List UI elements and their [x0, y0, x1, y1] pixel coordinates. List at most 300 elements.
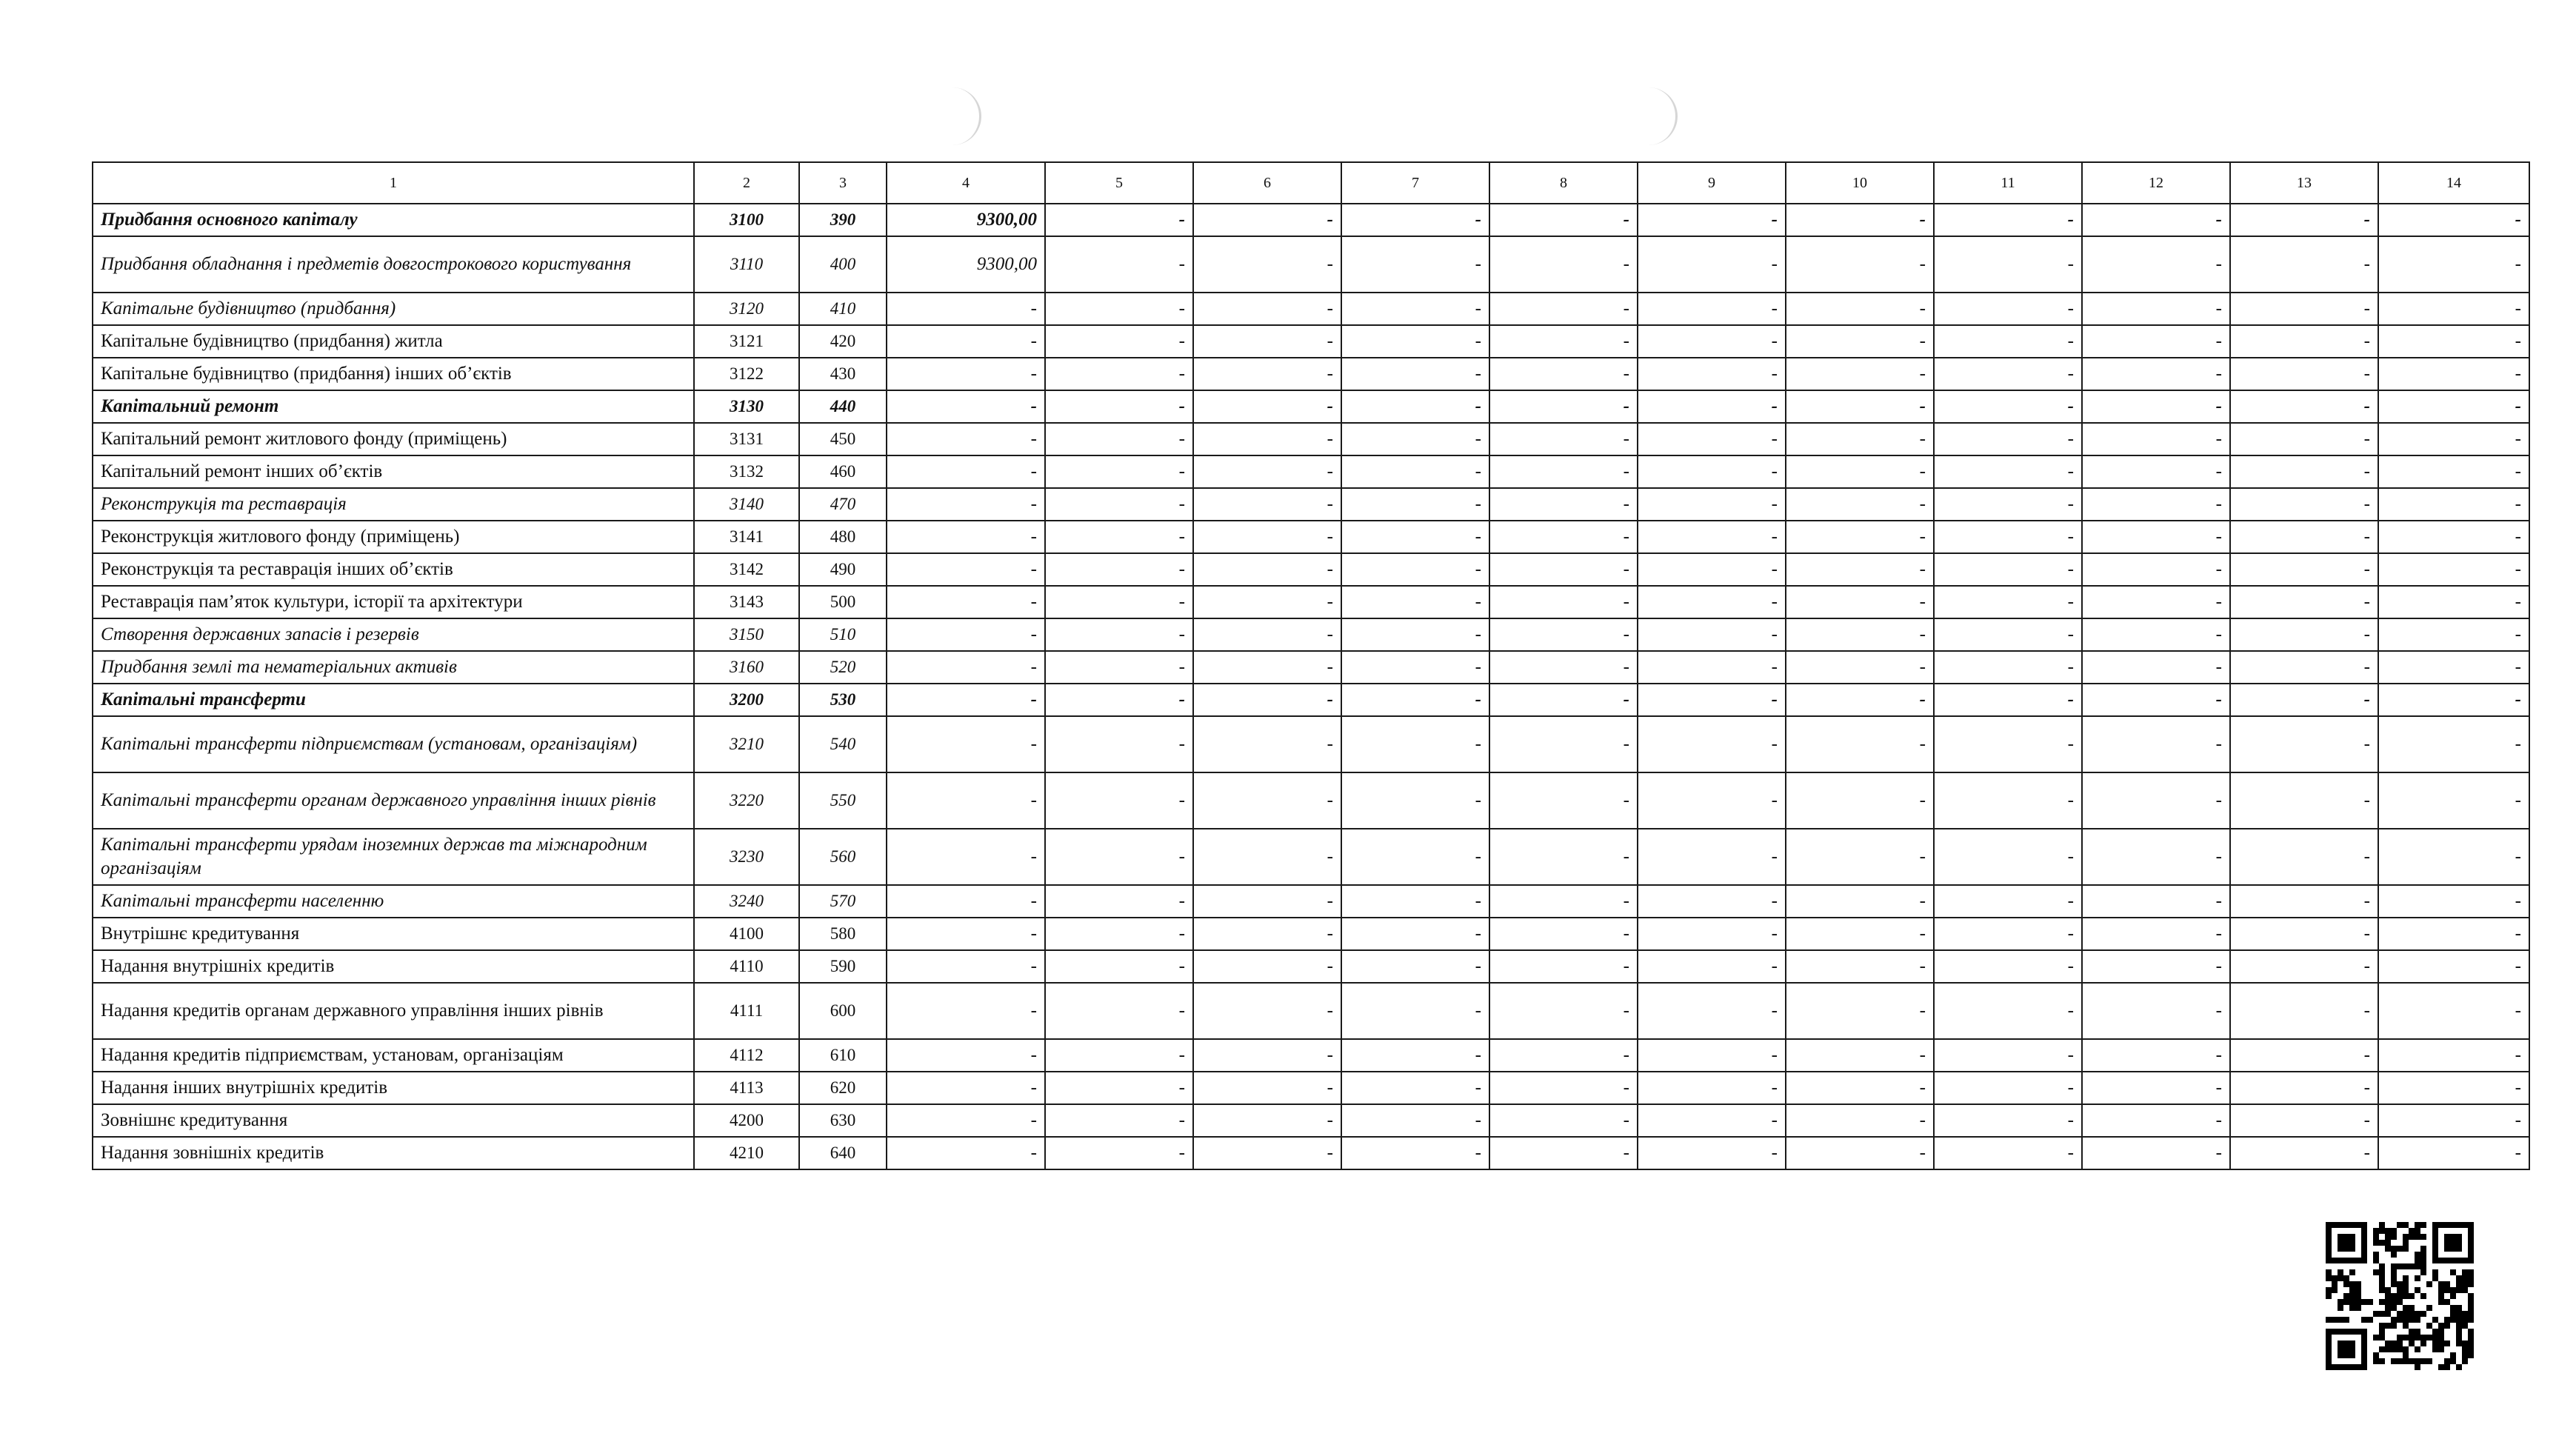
row-code: 3121	[694, 325, 799, 358]
row-name: Реставрація пам’яток культури, історії та архітектури	[93, 586, 694, 618]
row-value-empty: -	[1045, 358, 1193, 390]
row-value-empty: -	[1638, 618, 1786, 651]
row-name: Капітальне будівництво (придбання)	[93, 293, 694, 325]
row-value-empty: -	[2378, 358, 2529, 390]
row-value-empty: -	[2230, 1104, 2378, 1137]
row-value-empty: -	[1045, 684, 1193, 716]
row-value-empty: -	[1638, 553, 1786, 586]
row-value-empty: -	[1934, 390, 2082, 423]
row-value-empty: -	[1786, 325, 1934, 358]
row-value-empty: -	[1638, 455, 1786, 488]
row-value-empty: -	[1489, 1137, 1638, 1169]
row-value-empty: -	[2082, 204, 2230, 236]
row-value-empty: -	[1045, 455, 1193, 488]
row-value-empty: -	[1638, 651, 1786, 684]
row-value-empty: -	[2378, 983, 2529, 1039]
row-value-empty: -	[1341, 204, 1489, 236]
row-value-empty: -	[1193, 651, 1341, 684]
row-code: 4112	[694, 1039, 799, 1072]
row-value-empty: -	[1045, 829, 1193, 885]
column-number-header: 10	[1786, 162, 1934, 204]
row-name: Придбання основного капіталу	[93, 204, 694, 236]
row-line-code: 410	[799, 293, 887, 325]
row-value-empty: -	[1045, 553, 1193, 586]
row-value-empty: -	[1638, 918, 1786, 950]
row-value-empty: -	[1638, 1104, 1786, 1137]
row-value-empty: -	[1193, 358, 1341, 390]
row-value-empty: -	[1638, 521, 1786, 553]
row-value-empty: -	[1489, 390, 1638, 423]
row-value-col4: -	[887, 651, 1045, 684]
row-value-empty: -	[1341, 1072, 1489, 1104]
row-value-empty: -	[2082, 1072, 2230, 1104]
row-value-empty: -	[1045, 1104, 1193, 1137]
row-value-empty: -	[1638, 358, 1786, 390]
row-line-code: 570	[799, 885, 887, 918]
row-name: Придбання обладнання і предметів довгострокового користування	[93, 236, 694, 293]
row-name: Капітальні трансферти	[93, 684, 694, 716]
row-value-empty: -	[1934, 983, 2082, 1039]
row-name: Реконструкція житлового фонду (приміщень)	[93, 521, 694, 553]
row-value-empty: -	[1193, 293, 1341, 325]
row-value-empty: -	[1341, 521, 1489, 553]
row-value-empty: -	[2082, 918, 2230, 950]
row-value-empty: -	[1193, 983, 1341, 1039]
row-value-empty: -	[1786, 772, 1934, 829]
row-value-col4: 9300,00	[887, 204, 1045, 236]
row-value-col4: -	[887, 455, 1045, 488]
row-value-empty: -	[1489, 983, 1638, 1039]
row-value-empty: -	[1193, 918, 1341, 950]
row-value-empty: -	[2082, 1104, 2230, 1137]
column-number-header: 14	[2378, 162, 2529, 204]
table-row	[93, 521, 2529, 553]
row-value-empty: -	[2082, 618, 2230, 651]
row-value-empty: -	[1341, 885, 1489, 918]
row-value-empty: -	[2082, 1137, 2230, 1169]
row-name: Внутрішнє кредитування	[93, 918, 694, 950]
row-name: Надання кредитів підприємствам, установам, організаціям	[93, 1039, 694, 1072]
row-value-empty: -	[1786, 1072, 1934, 1104]
row-value-empty: -	[2230, 236, 2378, 293]
row-value-empty: -	[2230, 684, 2378, 716]
row-value-empty: -	[1638, 390, 1786, 423]
row-value-col4: -	[887, 553, 1045, 586]
row-value-empty: -	[1934, 950, 2082, 983]
row-code: 3230	[694, 829, 799, 885]
row-code: 3131	[694, 423, 799, 455]
row-line-code: 590	[799, 950, 887, 983]
row-value-empty: -	[2082, 950, 2230, 983]
row-line-code: 460	[799, 455, 887, 488]
row-value-col4: -	[887, 586, 1045, 618]
row-value-empty: -	[1193, 586, 1341, 618]
row-value-empty: -	[1341, 293, 1489, 325]
row-value-empty: -	[2378, 829, 2529, 885]
row-code: 4111	[694, 983, 799, 1039]
row-value-empty: -	[2378, 684, 2529, 716]
row-value-empty: -	[1934, 358, 2082, 390]
row-value-empty: -	[1786, 885, 1934, 918]
row-value-empty: -	[1489, 1104, 1638, 1137]
row-value-empty: -	[1934, 918, 2082, 950]
row-value-empty: -	[1786, 651, 1934, 684]
row-code: 3100	[694, 204, 799, 236]
row-code: 3150	[694, 618, 799, 651]
row-line-code: 510	[799, 618, 887, 651]
row-value-empty: -	[1934, 1039, 2082, 1072]
row-value-empty: -	[1341, 829, 1489, 885]
row-value-empty: -	[1786, 293, 1934, 325]
row-value-empty: -	[1193, 1137, 1341, 1169]
column-number-header: 2	[694, 162, 799, 204]
column-number-header: 4	[887, 162, 1045, 204]
row-value-empty: -	[1045, 983, 1193, 1039]
row-value-empty: -	[1489, 772, 1638, 829]
row-value-empty: -	[1489, 293, 1638, 325]
row-line-code: 560	[799, 829, 887, 885]
row-value-col4: -	[887, 390, 1045, 423]
row-value-empty: -	[2378, 390, 2529, 423]
row-name: Надання кредитів органам державного управління інших рівнів	[93, 983, 694, 1039]
row-line-code: 500	[799, 586, 887, 618]
row-value-empty: -	[1786, 618, 1934, 651]
row-code: 3240	[694, 885, 799, 918]
row-value-empty: -	[1638, 423, 1786, 455]
table-row	[93, 772, 2529, 829]
row-code: 3160	[694, 651, 799, 684]
row-value-empty: -	[1934, 684, 2082, 716]
row-value-empty: -	[1934, 618, 2082, 651]
table-row	[93, 236, 2529, 293]
row-value-col4: -	[887, 358, 1045, 390]
row-value-empty: -	[1638, 204, 1786, 236]
row-value-empty: -	[1934, 553, 2082, 586]
row-value-empty: -	[2230, 553, 2378, 586]
table-row	[93, 918, 2529, 950]
row-value-empty: -	[2230, 204, 2378, 236]
row-value-empty: -	[1193, 716, 1341, 772]
row-value-empty: -	[1341, 325, 1489, 358]
row-value-col4: -	[887, 716, 1045, 772]
row-code: 3140	[694, 488, 799, 521]
row-value-empty: -	[1786, 488, 1934, 521]
row-value-empty: -	[1786, 204, 1934, 236]
row-value-empty: -	[1193, 423, 1341, 455]
row-value-empty: -	[1193, 829, 1341, 885]
row-value-empty: -	[1638, 325, 1786, 358]
row-value-empty: -	[1934, 423, 2082, 455]
row-name: Капітальне будівництво (придбання) інших об’єктів	[93, 358, 694, 390]
row-name: Зовнішнє кредитування	[93, 1104, 694, 1137]
row-value-empty: -	[1341, 553, 1489, 586]
row-name: Капітальні трансферти урядам іноземних держав та міжнародним організаціям	[93, 829, 694, 885]
row-value-empty: -	[1786, 521, 1934, 553]
row-value-empty: -	[1045, 488, 1193, 521]
row-value-empty: -	[1193, 553, 1341, 586]
row-value-empty: -	[2082, 772, 2230, 829]
table-row	[93, 885, 2529, 918]
row-value-empty: -	[2082, 684, 2230, 716]
row-code: 4110	[694, 950, 799, 983]
row-value-empty: -	[1489, 521, 1638, 553]
row-value-empty: -	[1638, 684, 1786, 716]
row-value-empty: -	[1934, 293, 2082, 325]
table-row	[93, 455, 2529, 488]
row-line-code: 480	[799, 521, 887, 553]
row-value-empty: -	[1045, 586, 1193, 618]
row-value-empty: -	[1045, 325, 1193, 358]
row-value-empty: -	[1341, 918, 1489, 950]
row-code: 4200	[694, 1104, 799, 1137]
row-value-col4: -	[887, 325, 1045, 358]
row-value-empty: -	[1638, 950, 1786, 983]
row-value-empty: -	[1193, 455, 1341, 488]
row-value-empty: -	[1045, 1137, 1193, 1169]
row-value-empty: -	[1489, 885, 1638, 918]
row-value-empty: -	[1193, 772, 1341, 829]
column-number-header: 11	[1934, 162, 2082, 204]
row-value-empty: -	[1341, 1039, 1489, 1072]
table-row	[93, 204, 2529, 236]
row-value-empty: -	[2082, 716, 2230, 772]
table-row	[93, 358, 2529, 390]
row-value-empty: -	[2378, 204, 2529, 236]
column-number-header: 6	[1193, 162, 1341, 204]
row-value-empty: -	[1489, 918, 1638, 950]
row-name: Надання внутрішніх кредитів	[93, 950, 694, 983]
row-value-col4: -	[887, 1137, 1045, 1169]
row-value-empty: -	[2082, 236, 2230, 293]
row-value-empty: -	[1934, 1137, 2082, 1169]
row-value-empty: -	[1341, 651, 1489, 684]
row-value-empty: -	[1193, 950, 1341, 983]
column-number-header: 5	[1045, 162, 1193, 204]
row-value-empty: -	[1341, 772, 1489, 829]
row-value-empty: -	[1489, 684, 1638, 716]
row-value-empty: -	[1638, 772, 1786, 829]
punch-hole-right	[1646, 87, 1678, 145]
row-value-empty: -	[1045, 204, 1193, 236]
row-value-empty: -	[1341, 983, 1489, 1039]
row-value-empty: -	[1193, 618, 1341, 651]
row-code: 4210	[694, 1137, 799, 1169]
row-value-empty: -	[1489, 829, 1638, 885]
row-value-empty: -	[1786, 918, 1934, 950]
row-value-empty: -	[1341, 1104, 1489, 1137]
row-code: 3210	[694, 716, 799, 772]
row-value-empty: -	[2230, 390, 2378, 423]
row-value-empty: -	[1193, 236, 1341, 293]
row-value-empty: -	[2378, 716, 2529, 772]
row-value-empty: -	[1638, 488, 1786, 521]
row-value-empty: -	[1638, 1072, 1786, 1104]
row-value-empty: -	[2230, 885, 2378, 918]
row-value-empty: -	[1786, 684, 1934, 716]
column-number-header: 7	[1341, 162, 1489, 204]
row-line-code: 550	[799, 772, 887, 829]
row-line-code: 440	[799, 390, 887, 423]
row-value-empty: -	[2082, 325, 2230, 358]
row-value-empty: -	[1193, 488, 1341, 521]
table-row	[93, 553, 2529, 586]
row-code: 3120	[694, 293, 799, 325]
row-value-col4: -	[887, 1039, 1045, 1072]
row-value-empty: -	[1934, 1072, 2082, 1104]
row-value-empty: -	[2378, 1039, 2529, 1072]
row-line-code: 490	[799, 553, 887, 586]
row-value-empty: -	[1045, 293, 1193, 325]
table-row	[93, 1039, 2529, 1072]
row-value-empty: -	[1045, 885, 1193, 918]
row-value-empty: -	[1045, 236, 1193, 293]
row-value-col4: -	[887, 1072, 1045, 1104]
row-value-empty: -	[1045, 390, 1193, 423]
row-value-empty: -	[1045, 521, 1193, 553]
row-value-col4: -	[887, 684, 1045, 716]
row-value-empty: -	[1638, 983, 1786, 1039]
row-value-empty: -	[1341, 455, 1489, 488]
row-line-code: 580	[799, 918, 887, 950]
row-value-empty: -	[2230, 423, 2378, 455]
row-value-empty: -	[2230, 983, 2378, 1039]
row-value-empty: -	[2378, 586, 2529, 618]
row-value-empty: -	[2230, 325, 2378, 358]
row-value-empty: -	[1934, 885, 2082, 918]
row-value-empty: -	[1341, 236, 1489, 293]
row-value-empty: -	[1786, 1104, 1934, 1137]
row-value-empty: -	[1786, 950, 1934, 983]
row-value-empty: -	[2230, 1039, 2378, 1072]
row-value-col4: -	[887, 488, 1045, 521]
row-value-empty: -	[1489, 236, 1638, 293]
row-name: Капітальні трансферти підприємствам (установам, організаціям)	[93, 716, 694, 772]
row-value-empty: -	[1934, 455, 2082, 488]
row-name: Капітальне будівництво (придбання) житла	[93, 325, 694, 358]
row-value-empty: -	[1341, 358, 1489, 390]
row-value-empty: -	[2378, 1137, 2529, 1169]
row-line-code: 600	[799, 983, 887, 1039]
row-value-empty: -	[1786, 716, 1934, 772]
table-row	[93, 390, 2529, 423]
row-value-empty: -	[2230, 772, 2378, 829]
row-value-empty: -	[2082, 983, 2230, 1039]
row-name: Придбання землі та нематеріальних активів	[93, 651, 694, 684]
column-number-header: 9	[1638, 162, 1786, 204]
row-value-empty: -	[2082, 455, 2230, 488]
row-value-empty: -	[1045, 918, 1193, 950]
row-value-empty: -	[1934, 772, 2082, 829]
row-value-empty: -	[1786, 1137, 1934, 1169]
row-code: 3142	[694, 553, 799, 586]
row-code: 3132	[694, 455, 799, 488]
row-value-empty: -	[1341, 684, 1489, 716]
row-value-empty: -	[1489, 586, 1638, 618]
table-row	[93, 423, 2529, 455]
row-name: Капітальний ремонт	[93, 390, 694, 423]
row-value-empty: -	[1934, 1104, 2082, 1137]
row-value-empty: -	[2082, 586, 2230, 618]
row-value-empty: -	[2082, 885, 2230, 918]
row-name: Реконструкція та реставрація	[93, 488, 694, 521]
row-line-code: 610	[799, 1039, 887, 1072]
row-value-empty: -	[1934, 488, 2082, 521]
row-line-code: 520	[799, 651, 887, 684]
row-value-col4: -	[887, 293, 1045, 325]
column-number-header: 1	[93, 162, 694, 204]
row-value-empty: -	[1638, 829, 1786, 885]
row-value-empty: -	[1193, 684, 1341, 716]
row-line-code: 630	[799, 1104, 887, 1137]
row-value-empty: -	[2230, 618, 2378, 651]
row-value-empty: -	[1786, 553, 1934, 586]
row-value-empty: -	[1786, 390, 1934, 423]
row-value-empty: -	[2082, 651, 2230, 684]
row-line-code: 540	[799, 716, 887, 772]
row-name: Створення державних запасів і резервів	[93, 618, 694, 651]
row-value-empty: -	[2082, 488, 2230, 521]
table-row	[93, 325, 2529, 358]
row-value-empty: -	[1045, 1039, 1193, 1072]
row-name: Надання зовнішніх кредитів	[93, 1137, 694, 1169]
row-code: 3200	[694, 684, 799, 716]
row-value-empty: -	[1045, 716, 1193, 772]
row-value-empty: -	[1193, 521, 1341, 553]
row-value-col4: -	[887, 918, 1045, 950]
row-value-empty: -	[1638, 716, 1786, 772]
row-value-empty: -	[2230, 716, 2378, 772]
row-value-empty: -	[2378, 521, 2529, 553]
row-value-empty: -	[2082, 358, 2230, 390]
column-number-header: 12	[2082, 162, 2230, 204]
row-value-empty: -	[1489, 488, 1638, 521]
row-value-empty: -	[1934, 204, 2082, 236]
row-value-empty: -	[1786, 423, 1934, 455]
row-value-empty: -	[1489, 204, 1638, 236]
row-line-code: 620	[799, 1072, 887, 1104]
row-value-empty: -	[1489, 358, 1638, 390]
row-value-empty: -	[1489, 455, 1638, 488]
row-value-empty: -	[2082, 293, 2230, 325]
row-value-empty: -	[1786, 455, 1934, 488]
row-value-empty: -	[1193, 1072, 1341, 1104]
row-value-empty: -	[1341, 423, 1489, 455]
row-value-empty: -	[1489, 325, 1638, 358]
column-number-header: 8	[1489, 162, 1638, 204]
row-value-empty: -	[1489, 618, 1638, 651]
row-code: 4113	[694, 1072, 799, 1104]
row-value-empty: -	[1193, 1104, 1341, 1137]
budget-table	[92, 161, 2530, 1170]
row-value-empty: -	[1489, 1072, 1638, 1104]
row-line-code: 450	[799, 423, 887, 455]
row-line-code: 530	[799, 684, 887, 716]
row-value-empty: -	[2082, 423, 2230, 455]
row-value-col4: -	[887, 983, 1045, 1039]
row-value-empty: -	[2230, 455, 2378, 488]
row-value-empty: -	[2378, 293, 2529, 325]
row-value-empty: -	[1489, 716, 1638, 772]
row-value-empty: -	[1786, 586, 1934, 618]
table-row	[93, 983, 2529, 1039]
row-line-code: 470	[799, 488, 887, 521]
table-body	[93, 204, 2529, 1169]
row-value-empty: -	[1934, 716, 2082, 772]
row-value-empty: -	[2378, 455, 2529, 488]
row-value-empty: -	[2378, 325, 2529, 358]
row-code: 3122	[694, 358, 799, 390]
row-value-empty: -	[1638, 1039, 1786, 1072]
